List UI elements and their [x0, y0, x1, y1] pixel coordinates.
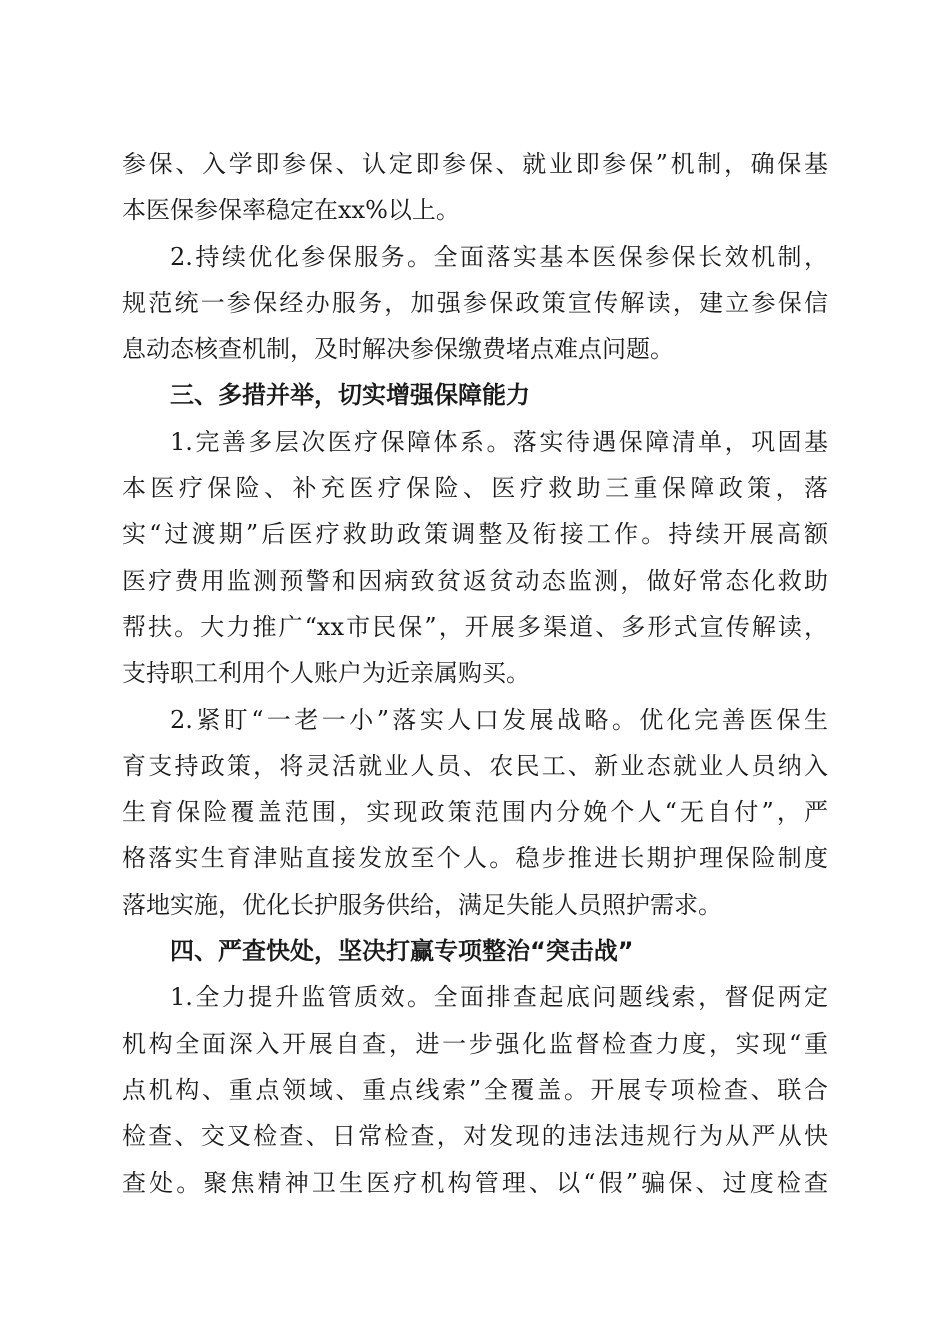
paragraph-line: 落地实施，优化长护服务供给，满足失能人员照护需求。 — [122, 890, 722, 919]
section-heading: 四、严查快处，坚决打赢专项整治“突击战” — [170, 937, 634, 966]
paragraph-line: 1.全力提升监管质效。全面排查起底问题线索，督促两定 — [170, 983, 828, 1012]
section-heading: 三、多措并举，切实增强保障能力 — [170, 381, 530, 410]
paragraph-line: 查处。聚焦精神卫生医疗机构管理、以“假”骗保、过度检查 — [122, 1168, 828, 1197]
paragraph-line: 规范统一参保经办服务，加强参保政策宣传解读，建立参保信 — [122, 288, 828, 317]
paragraph-line: 机构全面深入开展自查，进一步强化监督检查力度，实现“重 — [122, 1029, 828, 1058]
paragraph-line: 育支持政策，将灵活就业人员、农民工、新业态就业人员纳入 — [122, 751, 828, 780]
paragraph-line: 帮扶。大力推广“xx市民保”，开展多渠道、多形式宣传解读， — [122, 612, 828, 641]
paragraph-line: 2.持续优化参保服务。全面落实基本医保参保长效机制， — [170, 242, 828, 271]
paragraph-line: 生育保险覆盖范围，实现政策范围内分娩个人“无自付”，严 — [122, 798, 828, 827]
paragraph-line: 1.完善多层次医疗保障体系。落实待遇保障清单，巩固基 — [170, 427, 828, 456]
paragraph-line: 2.紧盯“一老一小”落实人口发展战略。优化完善医保生 — [170, 705, 828, 734]
paragraph-line: 检查、交叉检查、日常检查，对发现的违法违规行为从严从快 — [122, 1122, 828, 1151]
document-page — [122, 141, 828, 1206]
paragraph-line: 医疗费用监测预警和因病致贫返贫动态监测，做好常态化救助 — [122, 566, 828, 595]
paragraph-line: 点机构、重点领域、重点线索”全覆盖。开展专项检查、联合 — [122, 1075, 828, 1104]
paragraph-line: 本医疗保险、补充医疗保险、医疗救助三重保障政策，落 — [122, 474, 828, 503]
paragraph-line: 本医保参保率稳定在xx%以上。 — [122, 196, 460, 225]
paragraph-line: 参保、入学即参保、认定即参保、就业即参保”机制，确保基 — [122, 150, 828, 178]
paragraph-line: 实“过渡期”后医疗救助政策调整及衔接工作。持续开展高额 — [122, 520, 828, 549]
paragraph-line: 支持职工利用个人账户为近亲属购买。 — [122, 659, 530, 688]
paragraph-line: 息动态核查机制，及时解决参保缴费堵点难点问题。 — [122, 335, 674, 364]
paragraph-line: 格落实生育津贴直接发放至个人。稳步推进长期护理保险制度 — [122, 844, 828, 873]
